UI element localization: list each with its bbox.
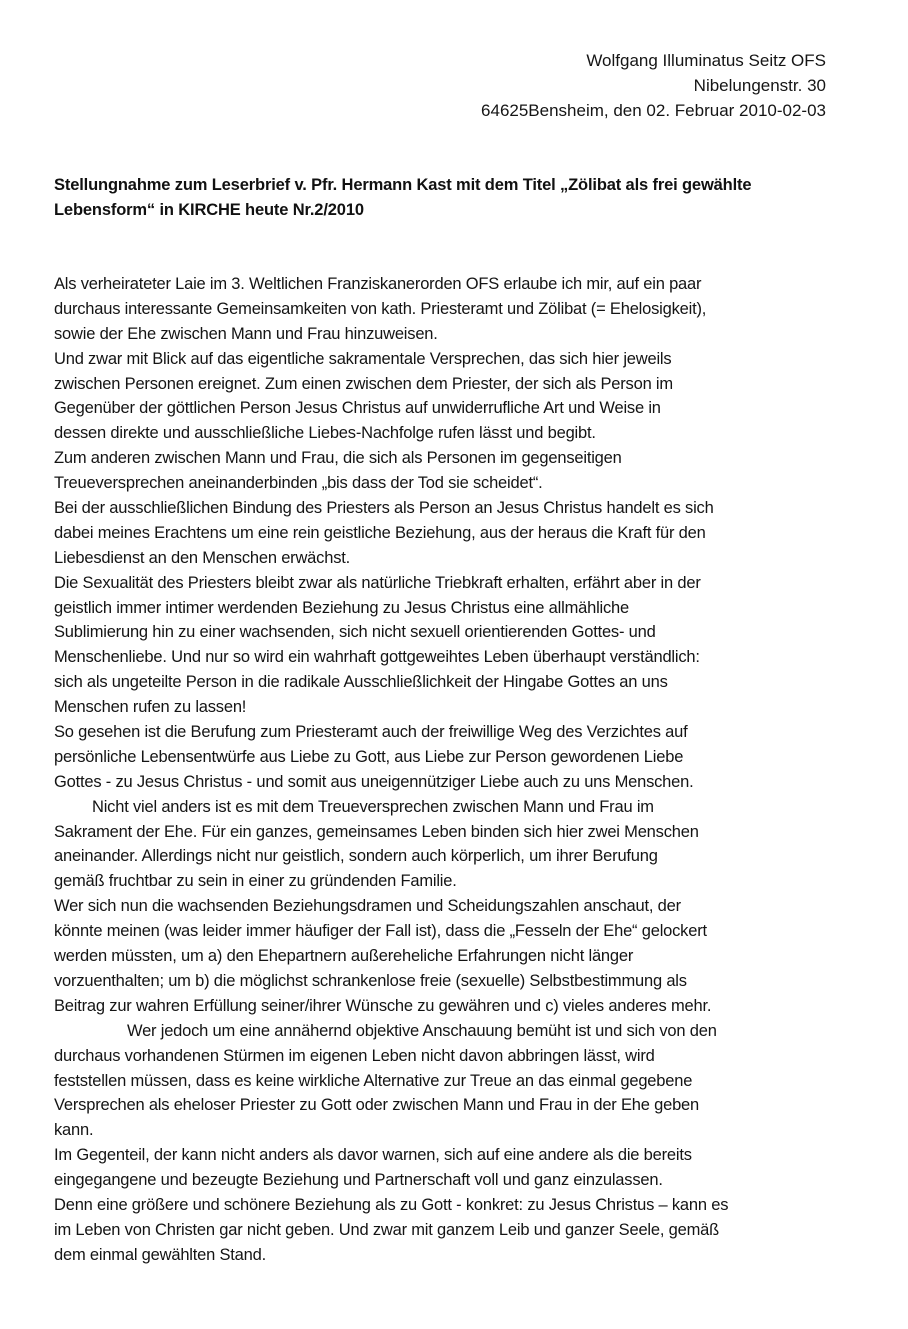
body-line: werden müssten, um a) den Ehepartnern außereheliche Erfahrungen nicht länger [54,947,634,966]
body-line: Beitrag zur wahren Erfüllung seiner/ihrer Wünsche zu gewähren und c) vieles anderes mehr. [54,996,712,1015]
body-line: Als verheirateter Laie im 3. Weltlichen Franziskanerorden OFS erlaube ich mir, auf ein paar [54,275,702,293]
body-line: kann. [54,1121,94,1140]
body-line: Im Gegenteil, der kann nicht anders als davor warnen, sich auf eine andere als die bereits [54,1146,692,1165]
sender-street: Nibelungenstr. 30 [693,76,826,95]
body-line: durchaus interessante Gemeinsamkeiten von kath. Priesteramt und Zölibat (= Ehelosigkeit), [54,299,707,318]
body-line: Wer jedoch um eine annähernd objektive Anschauung bemüht ist und sich von den [127,1021,717,1040]
body-line: sowie der Ehe zwischen Mann und Frau hinzuweisen. [54,324,438,343]
body-line: persönliche Lebensentwürfe aus Liebe zu Gott, aus Liebe zur Person gewordenen Liebe [54,747,684,766]
sender-name: Wolfgang Illuminatus Seitz OFS [586,51,826,70]
subject-line: Lebensform“ in KIRCHE heute Nr.2/2010 [54,201,364,219]
body-line: Denn eine größere und schönere Beziehung als zu Gott - konkret: zu Jesus Christus – kann es [54,1195,729,1214]
body-line: dessen direkte und ausschließliche Liebes-Nachfolge rufen lässt und begibt. [54,424,596,443]
body-line: dem einmal gewählten Stand. [54,1245,266,1264]
sender-place-date: 64625Bensheim, den 02. Februar 2010-02-03 [481,101,826,120]
body-line: Die Sexualität des Priesters bleibt zwar als natürliche Triebkraft erhalten, erfährt aber in der [54,573,701,592]
body-line: Zum anderen zwischen Mann und Frau, die sich als Personen im gegenseitigen [54,449,622,468]
body-line: vorzuenthalten; um b) die möglichst schrankenlose freie (sexuelle) Selbstbestimmung als [54,971,687,990]
body-line: Nicht viel anders ist es mit dem Treueversprechen zwischen Mann und Frau im [92,797,654,816]
letter-body [54,272,854,1268]
body-line: Wer sich nun die wachsenden Beziehungsdramen und Scheidungszahlen anschaut, der [54,897,681,916]
body-line: Und zwar mit Blick auf das eigentliche sakramentale Versprechen, das sich hier jeweils [54,349,672,368]
letter-subject [54,173,854,223]
body-line: gemäß fruchtbar zu sein in einer zu gründenden Familie. [54,872,457,891]
body-line: Menschenliebe. Und nur so wird ein wahrhaft gottgeweihtes Leben überhaupt verständlich: [54,648,700,667]
body-line: Gegenüber der göttlichen Person Jesus Christus auf unwiderrufliche Art und Weise in [54,399,661,418]
body-line: Bei der ausschließlichen Bindung des Priesters als Person an Jesus Christus handelt es sich [54,499,714,518]
body-line: Menschen rufen zu lassen! [54,698,247,717]
body-line: So gesehen ist die Berufung zum Priesteramt auch der freiwillige Weg des Verzichtes auf [54,723,688,742]
subject-line: Stellungnahme zum Leserbrief v. Pfr. Hermann Kast mit dem Titel „Zölibat als frei gewählte [54,176,752,194]
body-line: zwischen Personen ereignet. Zum einen zwischen dem Priester, der sich als Person im [54,374,673,393]
body-line: dabei meines Erachtens um eine rein geistliche Beziehung, aus der heraus die Kraft für den [54,523,706,542]
body-line: feststellen müssen, dass es keine wirkliche Alternative zur Treue an das einmal gegebene [54,1071,693,1090]
sender-address-block [481,48,826,123]
body-line: Sakrament der Ehe. Für ein ganzes, gemeinsames Leben binden sich hier zwei Menschen [54,822,699,841]
body-line: könnte meinen (was leider immer häufiger der Fall ist), dass die „Fesseln der Ehe“ gelockert [54,922,707,941]
body-line: sich als ungeteilte Person in die radikale Ausschließlichkeit der Hingabe Gottes an uns [54,673,668,692]
body-line: Sublimierung hin zu einer wachsenden, sich nicht sexuell orientierenden Gottes- und [54,623,656,642]
body-line: eingegangene und bezeugte Beziehung und Partnerschaft voll und ganz einzulassen. [54,1171,663,1190]
body-line: Liebesdienst an den Menschen erwächst. [54,548,351,567]
body-line: geistlich immer intimer werdenden Beziehung zu Jesus Christus eine allmähliche [54,598,630,617]
body-line: Treueversprechen aneinanderbinden „bis dass der Tod sie scheidet“. [54,474,543,493]
body-line: durchaus vorhandenen Stürmen im eigenen Leben nicht davon abbringen lässt, wird [54,1046,655,1065]
body-line: Versprechen als eheloser Priester zu Gott oder zwischen Mann und Frau in der Ehe geben [54,1096,700,1115]
body-line: aneinander. Allerdings nicht nur geistlich, sondern auch körperlich, um ihrer Berufung [54,847,658,866]
body-line: Gottes - zu Jesus Christus - und somit aus uneigennütziger Liebe auch zu uns Menschen. [54,772,694,791]
body-line: im Leben von Christen gar nicht geben. Und zwar mit ganzem Leib und ganzer Seele, gemäß [54,1220,719,1239]
